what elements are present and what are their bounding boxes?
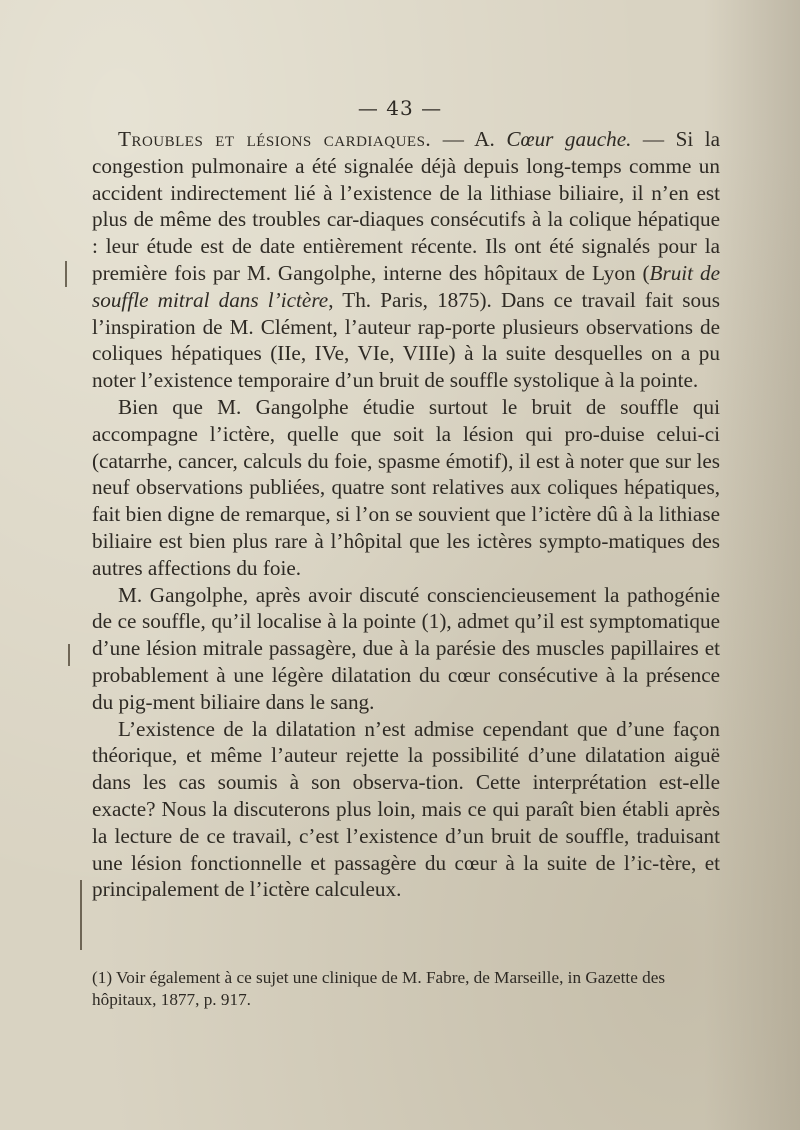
paragraph-4: L’existence de la dilatation n’est admise cependant que d’une façon théorique, et même l’auteur rejette la possibilité d’une dilatation aiguë dans les cas soumis à son observa-tion. Cette interprétation est-elle exacte? Nous la discuterons plus loin, mais ce qui paraît bien établi après la lecture de ce travail, c’est l’existence d’un bruit de souffle, traduisant une lésion fonctionnelle et passagère du cœur à la suite de l’ic-tère, et principalement de l’ictère calculeux. [92, 716, 720, 902]
page-number: — 43 — [357, 96, 443, 120]
margin-pencil-mark [80, 880, 82, 950]
paragraph-2: Bien que M. Gangolphe étudie surtout le bruit de souffle qui accompagne l’ictère, quelle que soit la lésion qui pro-duise celui-ci (catarrhe, cancer, calculs du foie, spasme émotif), il est à noter que sur les neuf observations publiées, quatre sont relatives aux coliques hépatiques, fait bien digne de remarque, si l’on se souvient que l’ictère dû à la lithiase biliaire est bien plus rare à l’hôpital que les ictères sympto-matiques des autres affections du foie. [92, 394, 720, 580]
paragraph-1 [92, 126, 720, 394]
section-title: Troubles et lésions cardiaques. [118, 127, 432, 151]
paragraph-1-start: — Si la congestion pulmonaire a été signalée déjà depuis long-temps comme un accident indirectement lié à l’existence de la lithiase biliaire, il n’en est plus de même des troubles car-diaques consécutifs à la colique hépatique : leur étude est de date entièrement récente. Ils ont été signalés pour la première fois par M. Gangolphe, interne des hôpitaux de Lyon ( [92, 127, 721, 285]
body-text [92, 126, 720, 903]
section-letter: A. [474, 127, 495, 151]
subsection-title: Cœur gauche. [506, 127, 632, 151]
margin-pencil-mark [68, 644, 70, 666]
paragraph-1-end: , Th. Paris, 1875). Dans ce travail fait sous l’inspiration de M. Clément, l’auteur rap-porte plusieurs observations de coliques hépatiques (IIe, IVe, VIe, VIIIe) à la suite desquelles on a pu noter l’existence temporaire d’un bruit de souffle systolique à la pointe. [92, 287, 720, 393]
heading-separator: — [431, 127, 475, 151]
margin-pencil-mark [65, 261, 67, 287]
paragraph-3: M. Gangolphe, après avoir discuté consciencieusement la pathogénie de ce souffle, qu’il localise à la pointe (1), admet qu’il est symptomatique d’une lésion mitrale passagère, due à la parésie des muscles papillaires et probablement à une légère dilatation du cœur consécutive à la présence du pig-ment biliaire dans le sang. [92, 582, 720, 714]
cited-thesis-title: Bruit de souffle mitral dans l’ictère [92, 260, 720, 312]
footnote: (1) Voir également à ce sujet une clinique de M. Fabre, de Marseille, in Gazette des hôpitaux, 1877, p. 917. [92, 968, 666, 1009]
